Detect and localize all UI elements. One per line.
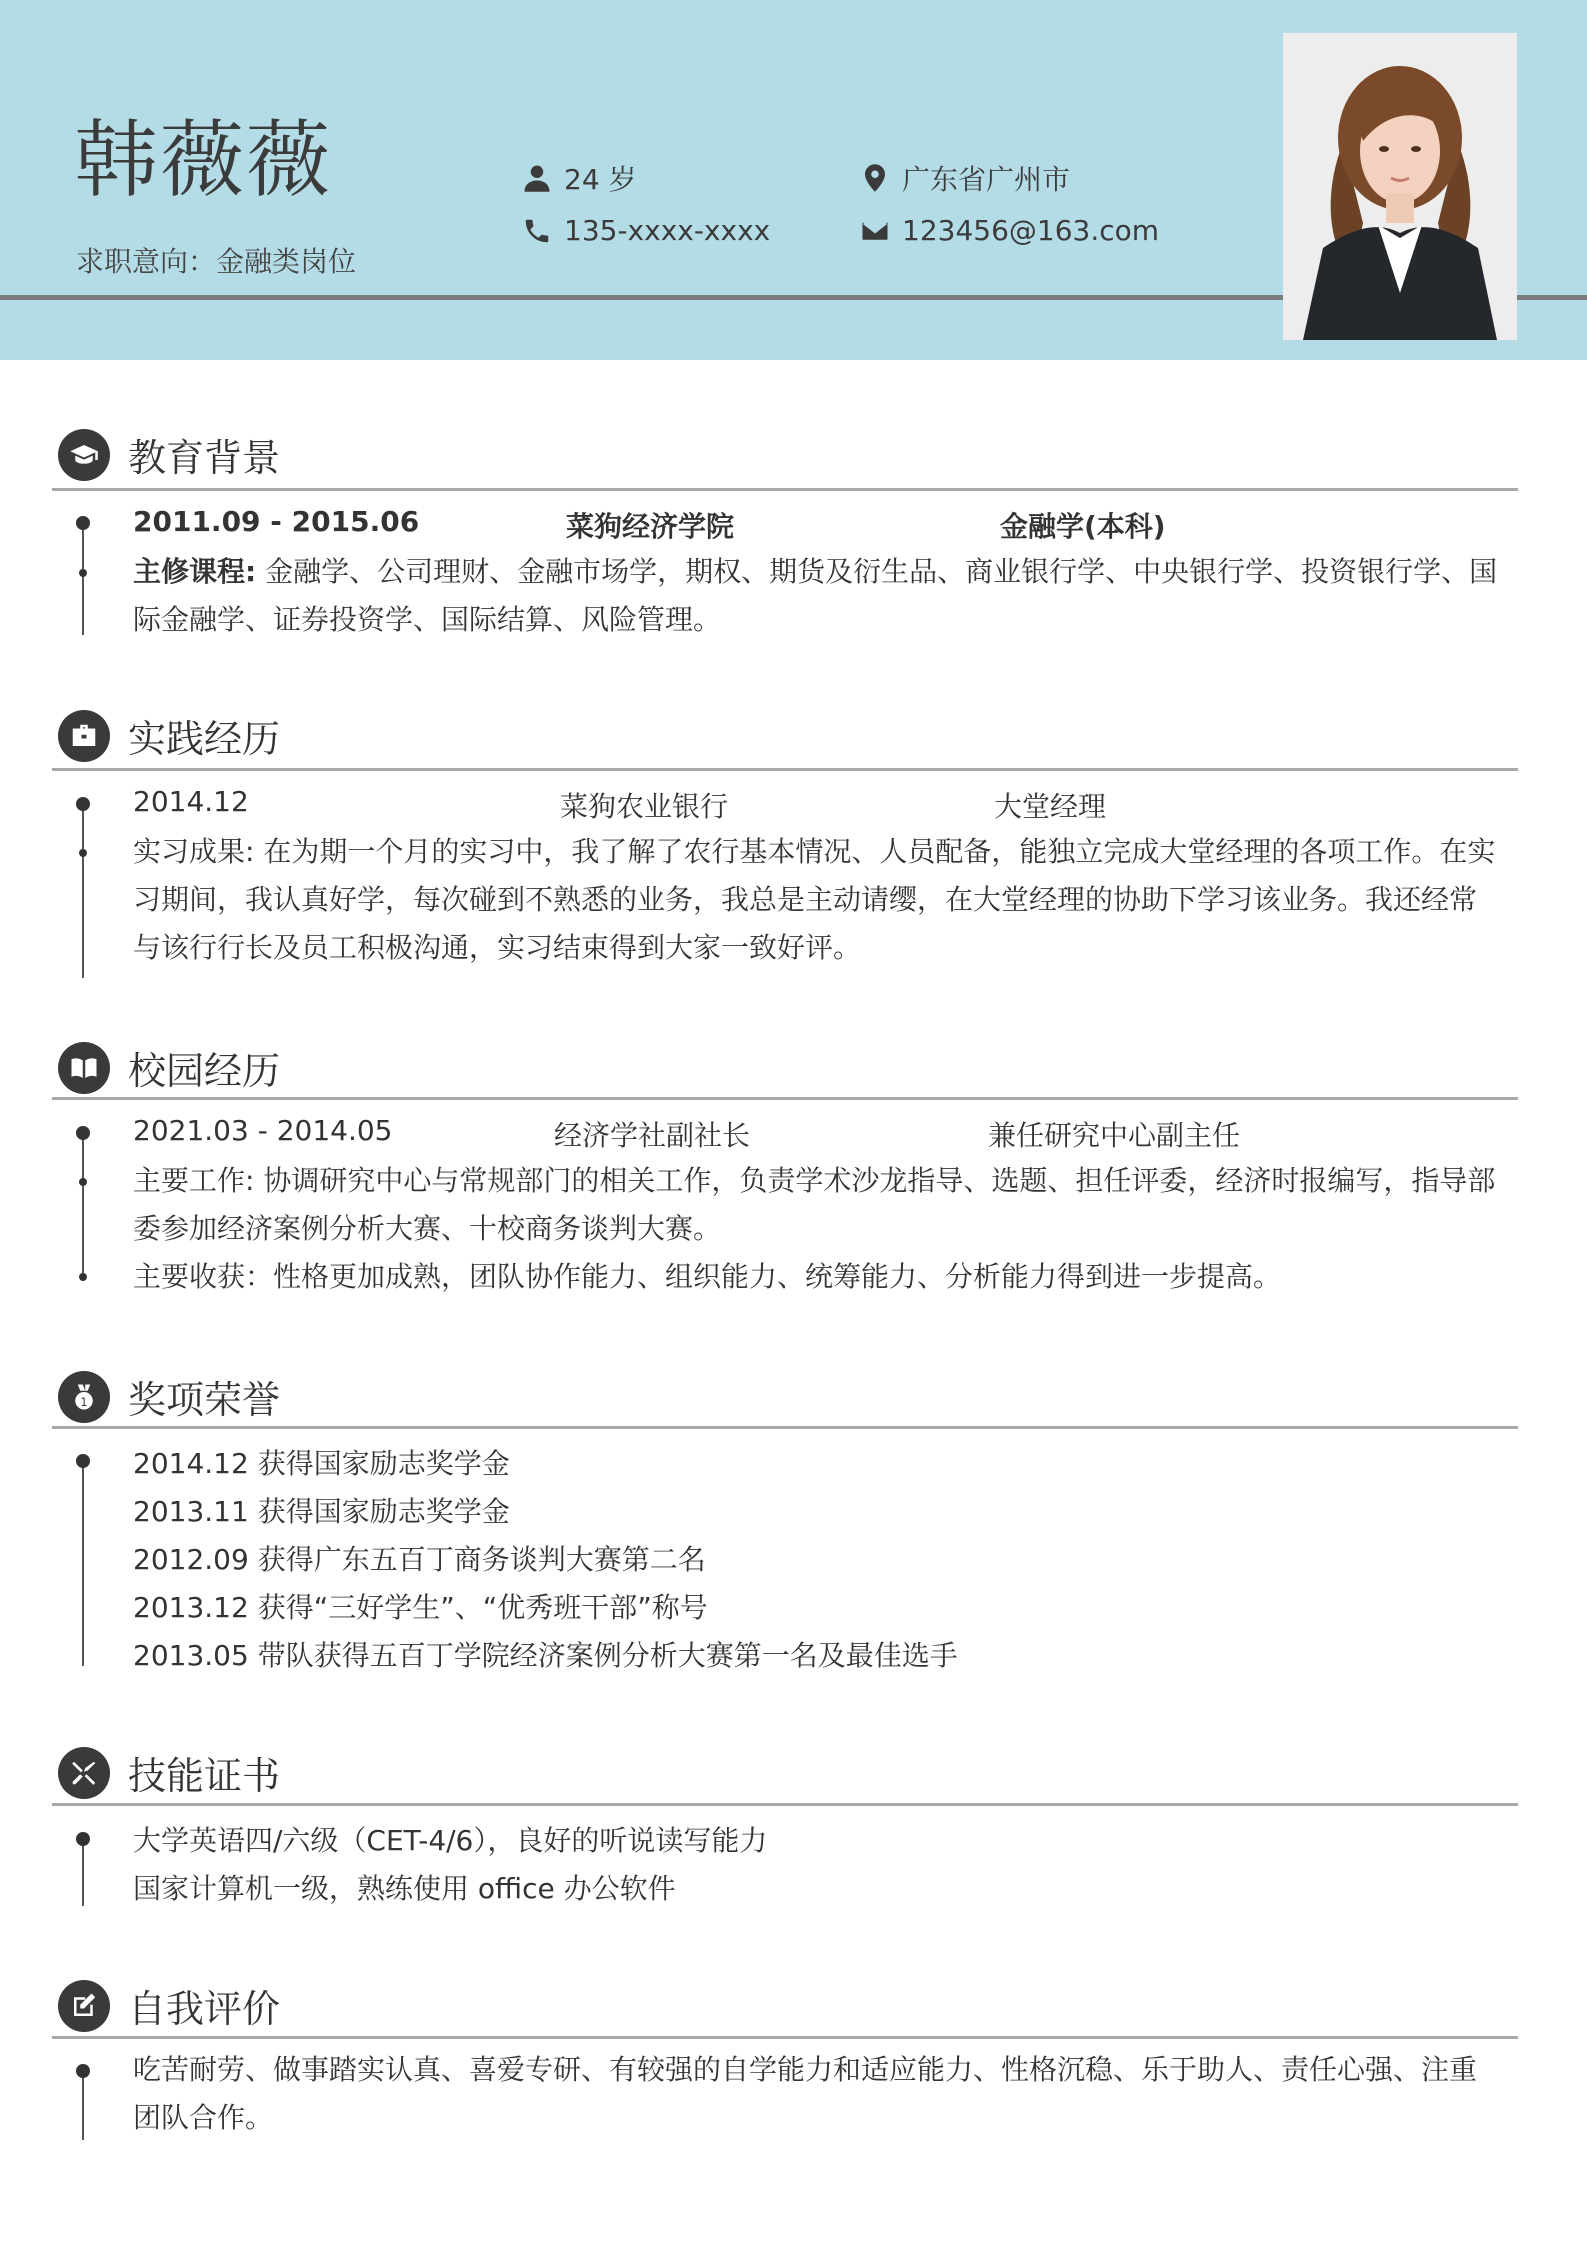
timeline-dot [76, 1832, 90, 1846]
location-info [860, 158, 1070, 198]
education-rule [52, 488, 1518, 491]
person-icon [522, 163, 552, 193]
awards-rule [52, 1426, 1518, 1429]
practice-period: 2014.12 [133, 785, 249, 818]
job-intention: 求职意向：金融类岗位 [76, 245, 357, 278]
practice-role: 大堂经理 [994, 790, 1107, 823]
courses-label: 主修课程: [133, 555, 257, 588]
skill-item: 大学英语四/六级（CET-4/6），良好的听说读写能力 [133, 1824, 768, 1857]
section-education-title [58, 427, 280, 482]
campus-period: 2021.03 - 2014.05 [133, 1114, 393, 1147]
timeline-small-dot [79, 849, 87, 857]
timeline-small-dot [79, 1273, 87, 1281]
self-evaluation: 吃苦耐劳、做事踏实认真、喜爱专研、有较强的自学能力和适应能力、性格沉稳、乐于助人、责任心强、注重团队合作。 [133, 2053, 1478, 2134]
skill-item: 国家计算机一级，熟练使用 office 办公软件 [133, 1872, 676, 1905]
section-practice-title [58, 708, 280, 763]
campus-timeline [82, 1130, 84, 1280]
awards-heading: 奖项荣誉 [128, 1378, 281, 1422]
email-info [860, 214, 1159, 247]
edit-pencil-icon [58, 1980, 110, 2032]
skills-rule [52, 1803, 1518, 1806]
award-item: 2014.12 获得国家励志奖学金 [133, 1447, 510, 1480]
practice-heading: 实践经历 [128, 717, 281, 761]
courses-text: 金融学、公司理财、金融市场学，期权、期货及衍生品、商业银行学、中央银行学、投资银行学、国际金融学、证券投资学、国际结算、风险管理。 [133, 555, 1498, 636]
education-school: 菜狗经济学院 [566, 510, 735, 543]
timeline-dot [76, 1454, 90, 1468]
awards-timeline [82, 1458, 84, 1666]
practice-timeline [82, 800, 84, 978]
svg-text:1: 1 [80, 1395, 88, 1409]
timeline-dot [76, 1126, 90, 1140]
award-item: 2013.05 带队获得五百丁学院经济案例分析大赛第一名及最佳选手 [133, 1639, 958, 1672]
practice-rule [52, 768, 1518, 771]
section-skills-title [58, 1745, 280, 1800]
timeline-small-dot [79, 1178, 87, 1186]
education-courses [133, 548, 1503, 644]
campus-org: 经济学社副社长 [554, 1119, 751, 1152]
graduation-cap-icon [58, 429, 110, 481]
age-text: 24 岁 [564, 163, 637, 196]
education-period: 2011.09 - 2015.06 [133, 505, 420, 538]
section-self-title [58, 1978, 280, 2033]
self-rule [52, 2036, 1518, 2039]
award-item: 2013.12 获得“三好学生”、“优秀班干部”称号 [133, 1591, 708, 1624]
campus-heading: 校园经历 [128, 1049, 281, 1093]
age-info [522, 158, 637, 198]
envelope-icon [860, 216, 890, 246]
open-book-icon [58, 1042, 110, 1094]
tools-icon [58, 1747, 110, 1799]
section-awards-title [58, 1369, 280, 1424]
phone-text[interactable]: 135-xxxx-xxxx [564, 214, 771, 247]
practice-description: 实习成果: 在为期一个月的实习中，我了解了农行基本情况、人员配备，能独立完成大堂经理的各项工作。在实习期间，我认真好学，每次碰到不熟悉的业务，我总是主动请缨，在大堂经理的协助下学习该业务。我还经常与该行行长及员工积极沟通，实习结束得到大家一致好评。 [133, 835, 1496, 964]
medal-icon [58, 1371, 110, 1423]
skills-timeline [82, 1836, 84, 1906]
candidate-name: 韩薇薇 [74, 111, 333, 209]
education-major: 金融学(本科) [1000, 510, 1166, 543]
campus-rule [52, 1097, 1518, 1100]
self-timeline [82, 2068, 84, 2140]
campus-gain: 主要收获：性格更加成熟，团队协作能力、组织能力、统筹能力、分析能力得到进一步提高。 [133, 1260, 1282, 1293]
timeline-dot [76, 516, 90, 530]
award-item: 2013.11 获得国家励志奖学金 [133, 1495, 510, 1528]
phone-icon [522, 216, 552, 246]
briefcase-icon [58, 710, 110, 762]
self-heading: 自我评价 [128, 1987, 281, 2031]
campus-role: 兼任研究中心副主任 [988, 1119, 1241, 1152]
location-pin-icon [860, 163, 890, 193]
location-text: 广东省广州市 [902, 163, 1071, 196]
timeline-dot [76, 797, 90, 811]
portrait-illustration [1283, 33, 1517, 340]
campus-work: 主要工作: 协调研究中心与常规部门的相关工作，负责学术沙龙指导、选题、担任评委，经济时报编写，指导部委参加经济案例分析大赛、十校商务谈判大赛。 [133, 1164, 1496, 1245]
profile-photo [1283, 33, 1517, 340]
skills-heading: 技能证书 [128, 1754, 281, 1798]
education-heading: 教育背景 [128, 436, 281, 480]
award-item: 2012.09 获得广东五百丁商务谈判大赛第二名 [133, 1543, 706, 1576]
email-text[interactable]: 123456@163.com [902, 214, 1160, 247]
education-timeline [82, 520, 84, 635]
section-campus-title [58, 1040, 280, 1095]
phone-info [522, 214, 770, 247]
timeline-small-dot [79, 569, 87, 577]
timeline-dot [76, 2064, 90, 2078]
practice-org: 菜狗农业银行 [560, 790, 729, 823]
